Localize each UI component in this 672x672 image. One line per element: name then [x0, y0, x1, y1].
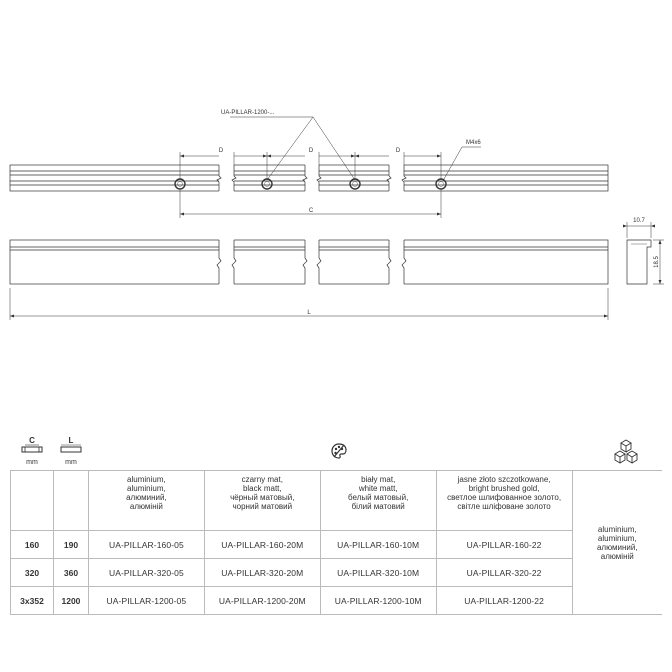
header-black-matt: czarny mat, black matt, чёрный матовый, чорний матовий	[204, 471, 320, 531]
c-label: C	[308, 208, 314, 214]
l-letter: L	[68, 436, 74, 445]
row3-code-gold: UA-PILLAR-1200-22	[436, 587, 572, 615]
d-label-1: D	[218, 148, 224, 154]
l-label: L	[307, 310, 311, 316]
row2-code-aluminium: UA-PILLAR-320-05	[88, 559, 204, 587]
profile-view	[627, 240, 651, 284]
header-l-empty	[53, 471, 88, 531]
d-label-3: D	[395, 148, 401, 154]
callout-label: UA-PILLAR-1200-...	[221, 110, 275, 116]
height-label: 18.5	[654, 256, 660, 268]
row1-code-aluminium: UA-PILLAR-160-05	[88, 531, 204, 559]
row2-code-black: UA-PILLAR-320-20M	[204, 559, 320, 587]
table-header-row	[11, 471, 663, 531]
row3-code-aluminium: UA-PILLAR-1200-05	[88, 587, 204, 615]
row1-c: 160	[11, 531, 54, 559]
c-letter: C	[29, 436, 35, 445]
palette-icon	[330, 442, 348, 460]
cubes-icon	[613, 438, 639, 464]
header-white-matt: biały mat, white matt, белый матовый, білий матовий	[320, 471, 436, 531]
material-cell: aluminium, aluminium, алюминий, алюміній	[572, 471, 662, 615]
row3-code-white: UA-PILLAR-1200-10M	[320, 587, 436, 615]
header-c-empty	[11, 471, 54, 531]
row2-c: 320	[11, 559, 54, 587]
width-label: 10.7	[633, 218, 645, 224]
c-spacing-icon	[21, 436, 43, 458]
row1-code-gold: UA-PILLAR-160-22	[436, 531, 572, 559]
header-brushed-gold: jasne złoto szczotkowane, bright brushed gold, светлое шлифованное золото, світле шліфоване золото	[436, 471, 572, 531]
icon-header-row	[0, 430, 672, 470]
d-label-2: D	[308, 148, 314, 154]
row2-code-white: UA-PILLAR-320-10M	[320, 559, 436, 587]
table-row	[11, 531, 663, 559]
table-row	[11, 559, 663, 587]
row3-c: 3x352	[11, 587, 54, 615]
l-length-icon	[60, 436, 82, 458]
table-row	[11, 587, 663, 615]
header-aluminium: aluminium, aluminium, алюминий, алюміній	[88, 471, 204, 531]
row3-l: 1200	[53, 587, 88, 615]
product-table	[10, 470, 662, 615]
row1-l: 190	[53, 531, 88, 559]
row2-l: 360	[53, 559, 88, 587]
row2-code-gold: UA-PILLAR-320-22	[436, 559, 572, 587]
hole-label: M4x6	[466, 140, 481, 146]
row1-code-black: UA-PILLAR-160-20M	[204, 531, 320, 559]
l-unit: mm	[65, 459, 77, 466]
row3-code-black: UA-PILLAR-1200-20M	[204, 587, 320, 615]
c-unit: mm	[26, 459, 38, 466]
row1-code-white: UA-PILLAR-160-10M	[320, 531, 436, 559]
